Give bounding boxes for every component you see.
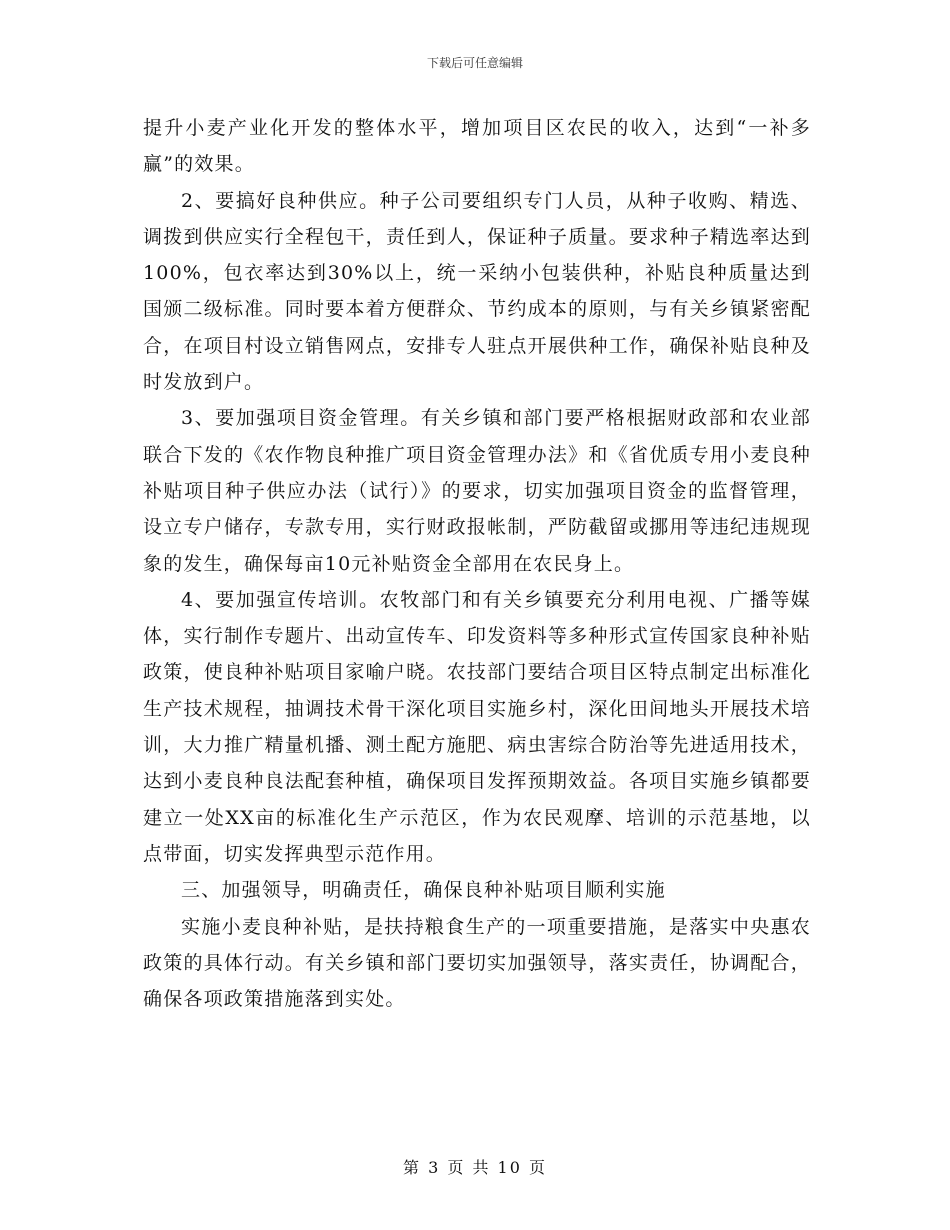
paragraph-1: 提升小麦产业化开发的整体水平，增加项目区农民的收入，达到“一补多赢”的效果。: [143, 117, 811, 176]
paragraph-2: 2、要搞好良种供应。种子公司要组织专门人员，从种子收购、精选、调拨到供应实行全程包干，责任到人，保证种子质量。要求种子精选率达到100%，包衣率达到30%以上，统一采纳小包装供种，补贴良种质量达到国颁二级标准。同时要本着方便群众、节约成本的原则，与有关乡镇紧密配合，在项目村设立销售网点，安排专人驻点开展供种工作，确保补贴良种及时发放到户。: [143, 189, 811, 394]
paragraph-6: 实施小麦良种补贴，是扶持粮食生产的一项重要措施，是落实中央惠农政策的具体行动。有关乡镇和部门要切实加强领导，落实责任，协调配合，确保各项政策措施落到实处。: [143, 915, 811, 1011]
section-heading: 三、加强领导，明确责任，确保良种补贴项目顺利实施: [181, 879, 666, 902]
header-note: 下载后可任意编辑: [426, 56, 523, 70]
paragraph-3: 3、要加强项目资金管理。有关乡镇和部门要严格根据财政部和农业部联合下发的《农作物良种推广项目资金管理办法》和《省优质专用小麦良种补贴项目种子供应办法（试行）》的要求，切实加强项目资金的监督管理，设立专户储存，专款专用，实行财政报帐制，严防截留或挪用等违纪违规现象的发生，确保每亩10元补贴资金全部用在农民身上。: [143, 407, 811, 575]
document-body: [143, 110, 811, 1017]
paragraph-4: 4、要加强宣传培训。农牧部门和有关乡镇要充分利用电视、广播等媒体，实行制作专题片、出动宣传车、印发资料等多种形式宣传国家良种补贴政策，使良种补贴项目家喻户晓。农技部门要结合项目区特点制定出标准化生产技术规程，抽调技术骨干深化项目实施乡村，深化田间地头开展技术培训，大力推广精量机播、测土配方施肥、病虫害综合防治等先进适用技术，达到小麦良种良法配套种植，确保项目发挥预期效益。各项目实施乡镇都要建立一处XX亩的标准化生产示范区，作为农民观摩、培训的示范基地，以点带面，切实发挥典型示范作用。: [143, 588, 811, 865]
page-number-footer: 第 3 页 共 10 页: [403, 1158, 547, 1177]
